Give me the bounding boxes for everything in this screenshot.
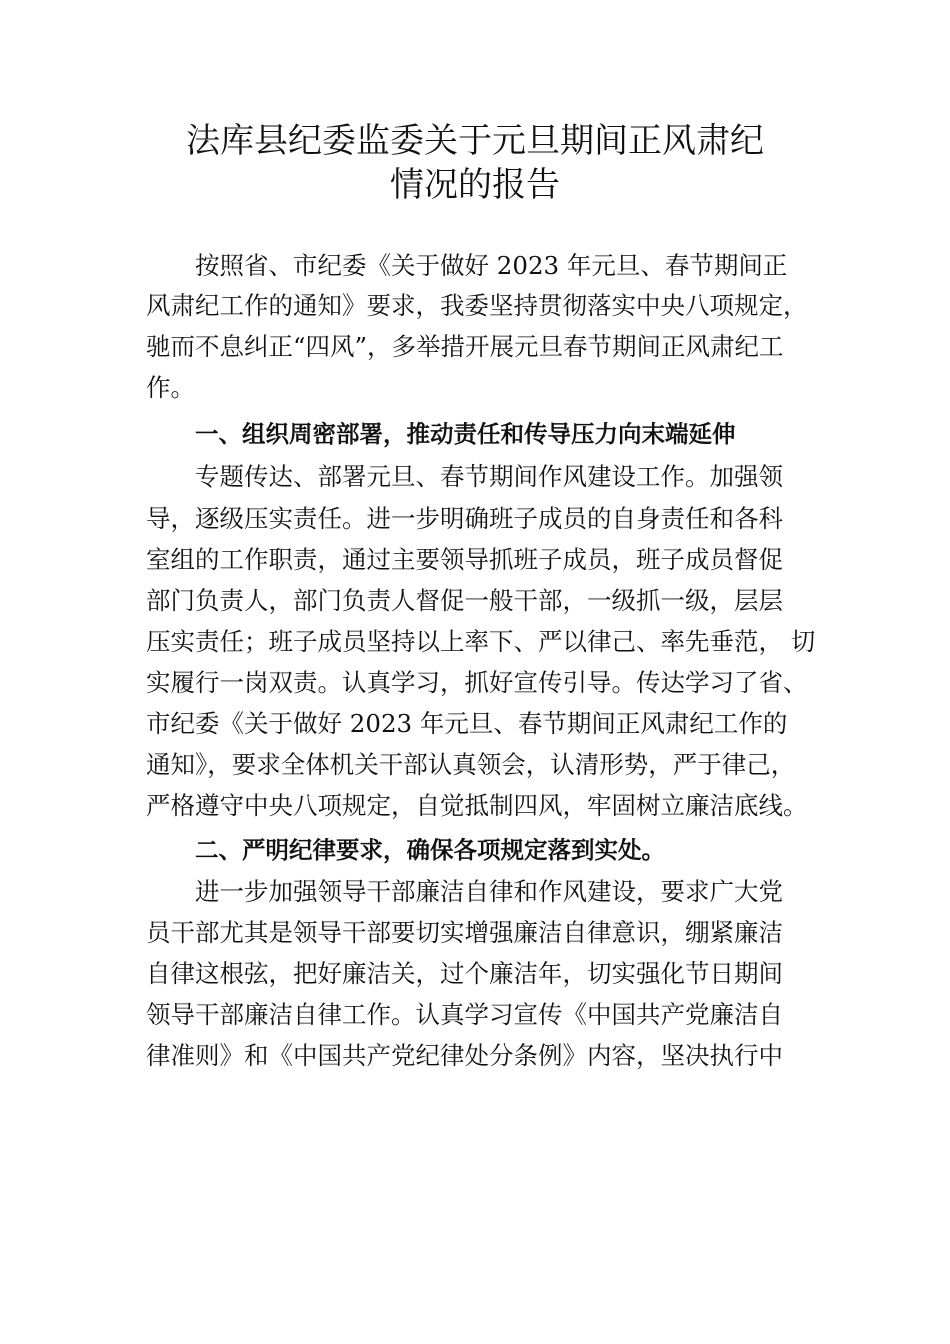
section-1-heading: 一、组织周密部署，推动责任和传导压力向末端延伸: [195, 420, 736, 448]
section-2-heading: 二、严明纪律要求，确保各项规定落到实处。: [195, 836, 665, 864]
section-2-line: 自律这根弦，把好廉洁关，过个廉洁年，切实强化节日期间: [146, 959, 783, 988]
document-title-line-2: 情况的报告: [390, 165, 560, 205]
section-2-line: 员干部尤其是领导干部要切实增强廉洁自律意识，绷紧廉洁: [146, 918, 783, 947]
section-1-line: 部门负责人，部门负责人督促一般干部，一级抓一级，层层: [146, 586, 783, 615]
document-title-line-1: 法库县纪委监委关于元旦期间正风肃纪: [186, 121, 764, 161]
section-1-line: 导，逐级压实责任。进一步明确班子成员的自身责任和各科: [146, 504, 783, 533]
section-1-line: 通知》，要求全体机关干部认真领会，认清形势，严于律己，: [146, 750, 796, 779]
intro-line: 驰而不息纠正“四风”，多举措开展元旦春节期间正风肃纪工: [146, 332, 784, 361]
section-1-line: 严格遵守中央八项规定，自觉抵制四风，牢固树立廉洁底线。: [146, 791, 808, 820]
intro-line: 作。: [146, 373, 195, 402]
section-2-line: 进一步加强领导干部廉洁自律和作风建设，要求广大党: [195, 877, 783, 906]
section-1-line: 专题传达、部署元旦、春节期间作风建设工作。加强领: [195, 462, 783, 491]
section-1-line: 室组的工作职责，通过主要领导抓班子成员，班子成员督促: [146, 545, 783, 574]
section-1-line: 实履行一岗双责。认真学习，抓好宣传引导。传达学习了省、: [146, 668, 808, 697]
section-2-line: 律准则》和《中国共产党纪律处分条例》内容，坚决执行中: [146, 1041, 783, 1070]
section-1-line: 压实责任；班子成员坚持以上率下、严以律己、率先垂范， 切: [146, 627, 816, 656]
section-2-line: 领导干部廉洁自律工作。认真学习宣传《中国共产党廉洁自: [146, 1000, 783, 1029]
intro-line: 按照省、市纪委《关于做好 2023 年元旦、春节期间正: [195, 251, 788, 280]
intro-line: 风肃纪工作的通知》要求，我委坚持贯彻落实中央八项规定，: [146, 291, 808, 320]
section-1-line: 市纪委《关于做好 2023 年元旦、春节期间正风肃纪工作的: [146, 709, 788, 738]
